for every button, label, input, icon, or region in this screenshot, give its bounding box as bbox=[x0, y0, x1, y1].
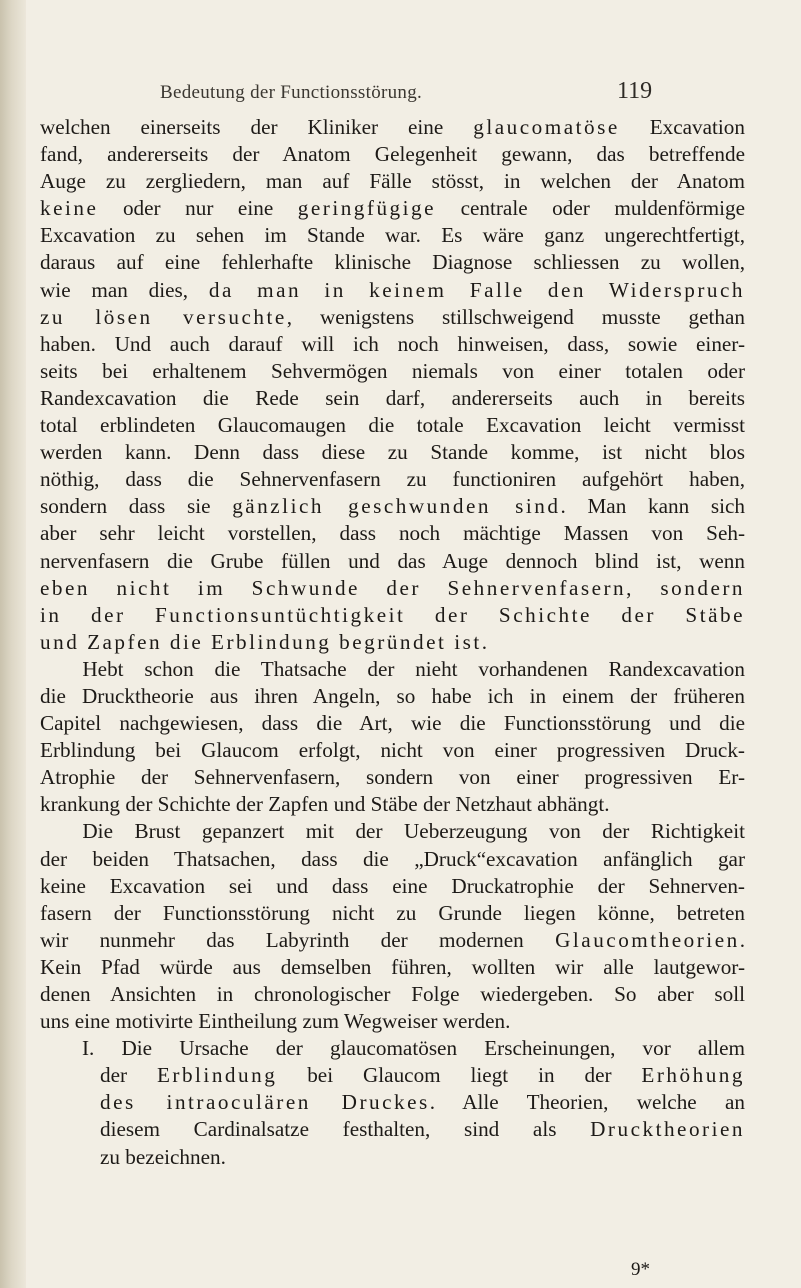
text-line bbox=[40, 954, 745, 981]
text-run: nervenfasern die Grube füllen und das Auge dennoch blind ist, wenn bbox=[40, 548, 745, 573]
text-line bbox=[40, 222, 745, 249]
text-line bbox=[40, 439, 745, 466]
spaced-emphasis: und Zapfen die Erblindung begründet ist. bbox=[40, 629, 490, 654]
text-line bbox=[40, 141, 745, 168]
text-line bbox=[40, 710, 745, 737]
text-run: denen Ansichten in chronologischer Folge wiedergeben. So aber soll bbox=[40, 982, 745, 1006]
text-run: Die Brust gepanzert mit der Ueberzeugung von der Richtigkeit bbox=[40, 819, 745, 844]
text-run: der bbox=[100, 1063, 157, 1088]
text-run: Erblindung bei Glaucom erfolgt, nicht von einer progressiven Druck- bbox=[40, 738, 745, 763]
spaced-emphasis: des intraoculären Druckes bbox=[100, 1090, 430, 1115]
spaced-emphasis: glaucomatöse bbox=[473, 115, 620, 139]
text-run: wir nunmehr das Labyrinth der modernen bbox=[40, 927, 556, 952]
text-run: . Alle Theorien, welche an bbox=[429, 1090, 746, 1115]
text-line bbox=[40, 466, 745, 493]
text-run: der beiden Thatsachen, dass die „Druck“excavation anfänglich gar bbox=[40, 846, 745, 871]
text-line bbox=[40, 764, 745, 791]
paragraph-1 bbox=[40, 114, 745, 656]
signature-mark: 9* bbox=[631, 1259, 650, 1280]
text-line bbox=[40, 575, 745, 602]
text-run: werden kann. Denn dass diese zu Stande komme, ist nicht blos bbox=[40, 440, 745, 465]
text-run: wie man dies, bbox=[40, 277, 209, 302]
text-line bbox=[40, 195, 745, 222]
text-run: . Man kann sich bbox=[560, 494, 746, 519]
text-run: welchen einerseits der Kliniker eine bbox=[40, 115, 474, 139]
text-line bbox=[40, 520, 745, 547]
spaced-emphasis: eben nicht im Schwunde der Sehnervenfasern, sondern bbox=[40, 575, 745, 600]
text-line bbox=[40, 331, 745, 358]
text-line bbox=[40, 304, 745, 331]
text-line bbox=[40, 1089, 745, 1116]
text-line bbox=[40, 1035, 745, 1062]
text-line bbox=[40, 846, 745, 873]
text-run: keine Excavation sei und dass eine Druckatrophie der Sehnerven- bbox=[40, 873, 745, 898]
text-line bbox=[40, 818, 745, 845]
binding-gutter-shadow bbox=[0, 0, 26, 1288]
text-run: fand, andererseits der Anatom Gelegenheit gewann, das betreffende bbox=[40, 142, 745, 167]
text-run: . bbox=[739, 927, 745, 952]
text-line bbox=[40, 412, 745, 439]
running-head: Bedeutung der Functionsstörung. bbox=[160, 82, 423, 103]
text-run: total erblindeten Glaucomaugen die totale Excavation leicht vermisst bbox=[40, 413, 745, 438]
text-run: uns eine motivirte Eintheilung zum Wegweiser werden. bbox=[40, 1009, 511, 1034]
text-line bbox=[40, 873, 745, 900]
text-line bbox=[40, 249, 745, 276]
text-run: Randexcavation die Rede sein darf, andererseits auch in bereits bbox=[40, 385, 745, 410]
text-run: haben. Und auch darauf will ich noch hinweisen, dass, sowie einer- bbox=[40, 331, 745, 356]
text-run: Atrophie der Sehnervenfasern, sondern von einer progressiven Er- bbox=[40, 765, 745, 790]
text-run: oder nur eine bbox=[98, 196, 298, 221]
text-line bbox=[40, 114, 745, 141]
text-line bbox=[40, 900, 745, 927]
text-run: Kein Pfad würde aus demselben führen, wollten wir alle lautgewor- bbox=[40, 954, 745, 979]
text-run: Hebt schon die Thatsache der nieht vorhandenen Randexcavation bbox=[40, 656, 745, 681]
body-text bbox=[40, 114, 745, 1171]
text-line bbox=[40, 981, 745, 1008]
text-run: fasern der Functionsstörung nicht zu Grunde liegen könne, betreten bbox=[40, 900, 745, 925]
text-line bbox=[40, 358, 745, 385]
page-header bbox=[0, 78, 801, 108]
text-line bbox=[40, 683, 745, 710]
spaced-emphasis: Drucktheorien bbox=[590, 1117, 745, 1142]
text-run: diesem Cardinalsatze festhalten, sind als bbox=[100, 1117, 591, 1142]
paragraph-2 bbox=[40, 656, 745, 819]
text-run: centrale oder muldenförmige bbox=[436, 196, 745, 221]
text-line bbox=[40, 629, 745, 656]
text-run: die Drucktheorie aus ihren Angeln, so habe ich in einem der früheren bbox=[40, 683, 745, 708]
spaced-emphasis: zu lösen versuchte bbox=[40, 304, 287, 329]
spaced-emphasis: gänzlich geschwunden sind bbox=[232, 494, 561, 519]
text-line bbox=[40, 656, 745, 683]
text-run: seits bei erhaltenem Sehvermögen niemals von einer totalen oder bbox=[40, 358, 745, 383]
text-line bbox=[40, 1144, 745, 1171]
text-run: aber sehr leicht vorstellen, dass noch mächtige Massen von Seh- bbox=[40, 521, 745, 546]
paragraph-3 bbox=[40, 818, 745, 1035]
text-line bbox=[40, 927, 745, 954]
text-run: Excavation bbox=[619, 115, 745, 139]
spaced-emphasis: Erblindung bbox=[156, 1063, 278, 1088]
text-run: Excavation zu sehen im Stande war. Es wäre ganz ungerechtfertigt, bbox=[40, 223, 745, 248]
page-number: 119 bbox=[617, 78, 653, 104]
text-line bbox=[40, 168, 745, 195]
text-run: Auge zu zergliedern, man auf Fälle stösst, in welchen der Anatom bbox=[40, 169, 745, 194]
text-line bbox=[40, 548, 745, 575]
text-line bbox=[40, 791, 745, 818]
text-run: bei Glaucom liegt in der bbox=[277, 1063, 642, 1088]
text-line bbox=[40, 385, 745, 412]
text-run: I. Die Ursache der glaucomatösen Erscheinungen, vor allem bbox=[82, 1036, 745, 1061]
text-run: sondern dass sie bbox=[40, 494, 233, 519]
text-line bbox=[40, 493, 745, 520]
spaced-emphasis: Erhöhung bbox=[641, 1063, 745, 1088]
text-run: zu bezeichnen. bbox=[100, 1144, 226, 1169]
text-line bbox=[40, 737, 745, 764]
spaced-emphasis: in der Functionsuntüchtigkeit der Schichte der Stäbe bbox=[40, 602, 745, 627]
text-line bbox=[40, 1116, 745, 1143]
text-run: Capitel nachgewiesen, dass die Art, wie die Functionsstörung und die bbox=[40, 711, 745, 736]
spaced-emphasis: geringfügige bbox=[297, 196, 437, 221]
text-line bbox=[40, 1008, 745, 1035]
text-run: , wenigstens stillschweigend musste gethan bbox=[286, 304, 746, 329]
spaced-emphasis: da man in keinem Falle den Widerspruch bbox=[208, 277, 745, 302]
text-line bbox=[40, 1062, 745, 1089]
spaced-emphasis: keine bbox=[40, 196, 99, 221]
text-line bbox=[40, 277, 745, 304]
text-run: nöthig, dass die Sehnervenfasern zu functioniren aufgehört haben, bbox=[40, 467, 745, 492]
spaced-emphasis: Glaucomtheorien bbox=[555, 927, 740, 952]
text-line bbox=[40, 602, 745, 629]
text-run: krankung der Schichte der Zapfen und Stäbe der Netzhaut abhängt. bbox=[40, 792, 610, 817]
text-run: daraus auf eine fehlerhafte klinische Diagnose schliessen zu wollen, bbox=[40, 250, 745, 275]
list-item-I bbox=[40, 1035, 745, 1170]
